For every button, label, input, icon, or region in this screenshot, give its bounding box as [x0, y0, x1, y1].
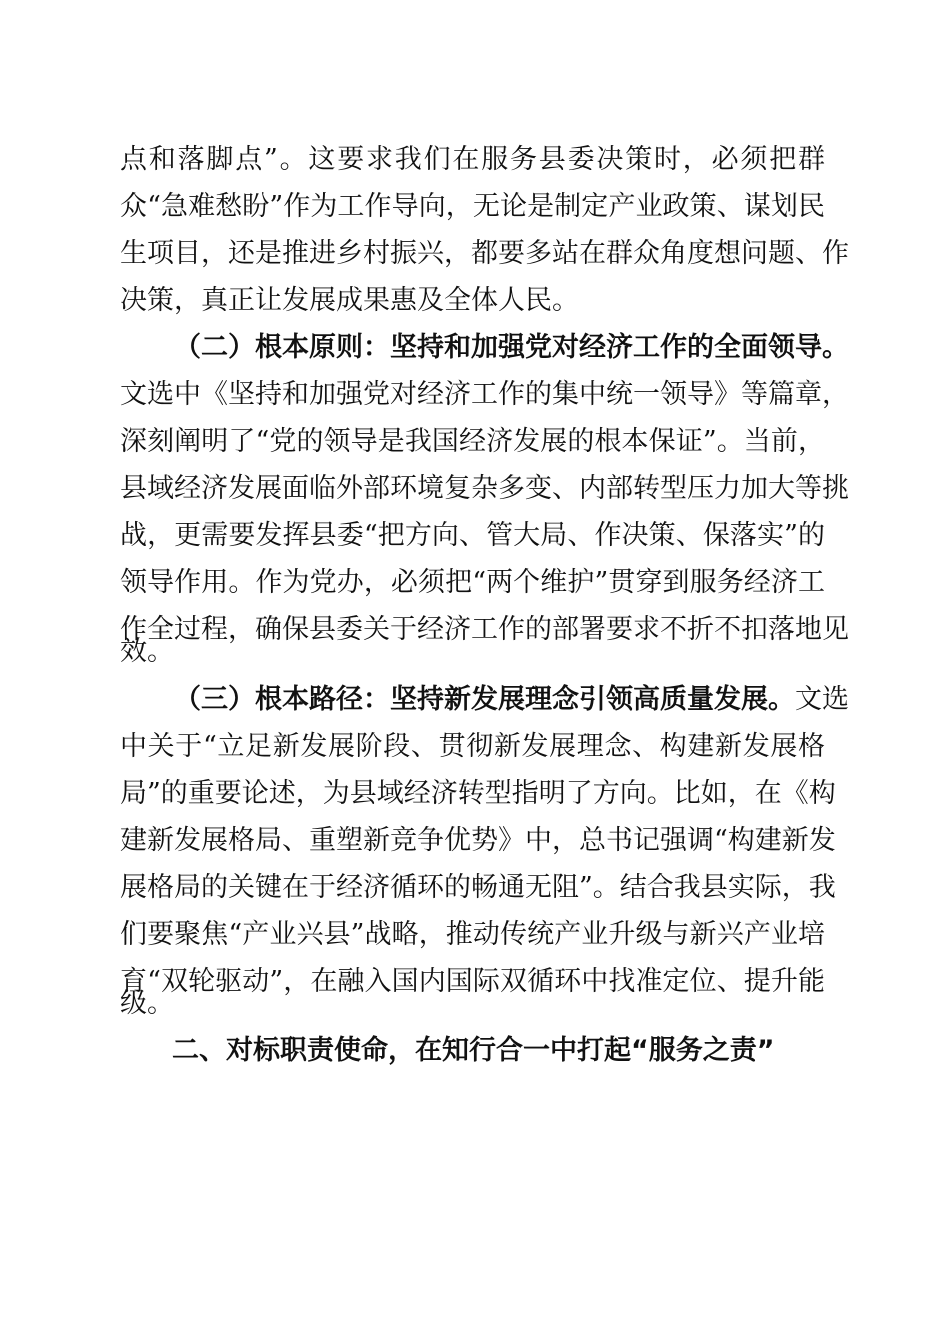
paragraph-3-line-4: 展格局的关键在于经济循环的畅通无阻”。结合我县实际，我: [120, 872, 836, 903]
paragraph-3-line-6: 育“双轮驱动”，在融入国内国际双循环中找准定位、提升能: [120, 966, 825, 997]
section-heading: 二、对标职责使命，在知行合一中打起“服务之责”: [172, 1035, 775, 1066]
paragraph-1-line-2: 众“急难愁盼”作为工作导向，无论是制定产业政策、谋划民: [120, 191, 825, 222]
paragraph-3-heading-tail: 文选: [795, 684, 849, 715]
paragraph-3-heading: （三）根本路径：坚持新发展理念引领高质量发展。: [174, 684, 795, 715]
paragraph-2-line-7: 效。: [120, 636, 174, 667]
paragraph-3-line-5: 们要聚焦“产业兴县”战略，推动传统产业升级与新兴产业培: [120, 919, 825, 950]
paragraph-2-line-1: 文选中《坚持和加强党对经济工作的集中统一领导》等篇章，: [120, 379, 849, 410]
paragraph-3-first-line: [174, 680, 849, 720]
paragraph-3-line-7: 级。: [120, 988, 174, 1019]
paragraph-3-line-1: 中关于“立足新发展阶段、贯彻新发展理念、构建新发展格: [120, 731, 825, 762]
paragraph-2-heading: （二）根本原则：坚持和加强党对经济工作的全面领导。: [174, 332, 849, 363]
paragraph-1-line-1: 点和落脚点”。这要求我们在服务县委决策时，必须把群: [120, 144, 825, 175]
paragraph-3-line-3: 建新发展格局、重塑新竞争优势》中，总书记强调“构建新发: [120, 825, 836, 856]
paragraph-2-line-3: 县域经济发展面临外部环境复杂多变、内部转型压力加大等挑: [120, 473, 849, 504]
paragraph-2-line-6: 作全过程，确保县委关于经济工作的部署要求不折不扣落地见: [120, 614, 849, 645]
paragraph-2-line-2: 深刻阐明了“党的领导是我国经济发展的根本保证”。当前，: [120, 426, 825, 457]
paragraph-3-line-2: 局”的重要论述，为县域经济转型指明了方向。比如，在《构: [120, 778, 836, 809]
paragraph-2-line-5: 领导作用。作为党办，必须把“两个维护”贯穿到服务经济工: [120, 567, 825, 598]
paragraph-2-line-4: 战，更需要发挥县委“把方向、管大局、作决策、保落实”的: [120, 520, 825, 551]
paragraph-1-line-3: 生项目，还是推进乡村振兴，都要多站在群众角度想问题、作: [120, 238, 849, 269]
paragraph-1-line-4: 决策，真正让发展成果惠及全体人民。: [120, 285, 579, 316]
